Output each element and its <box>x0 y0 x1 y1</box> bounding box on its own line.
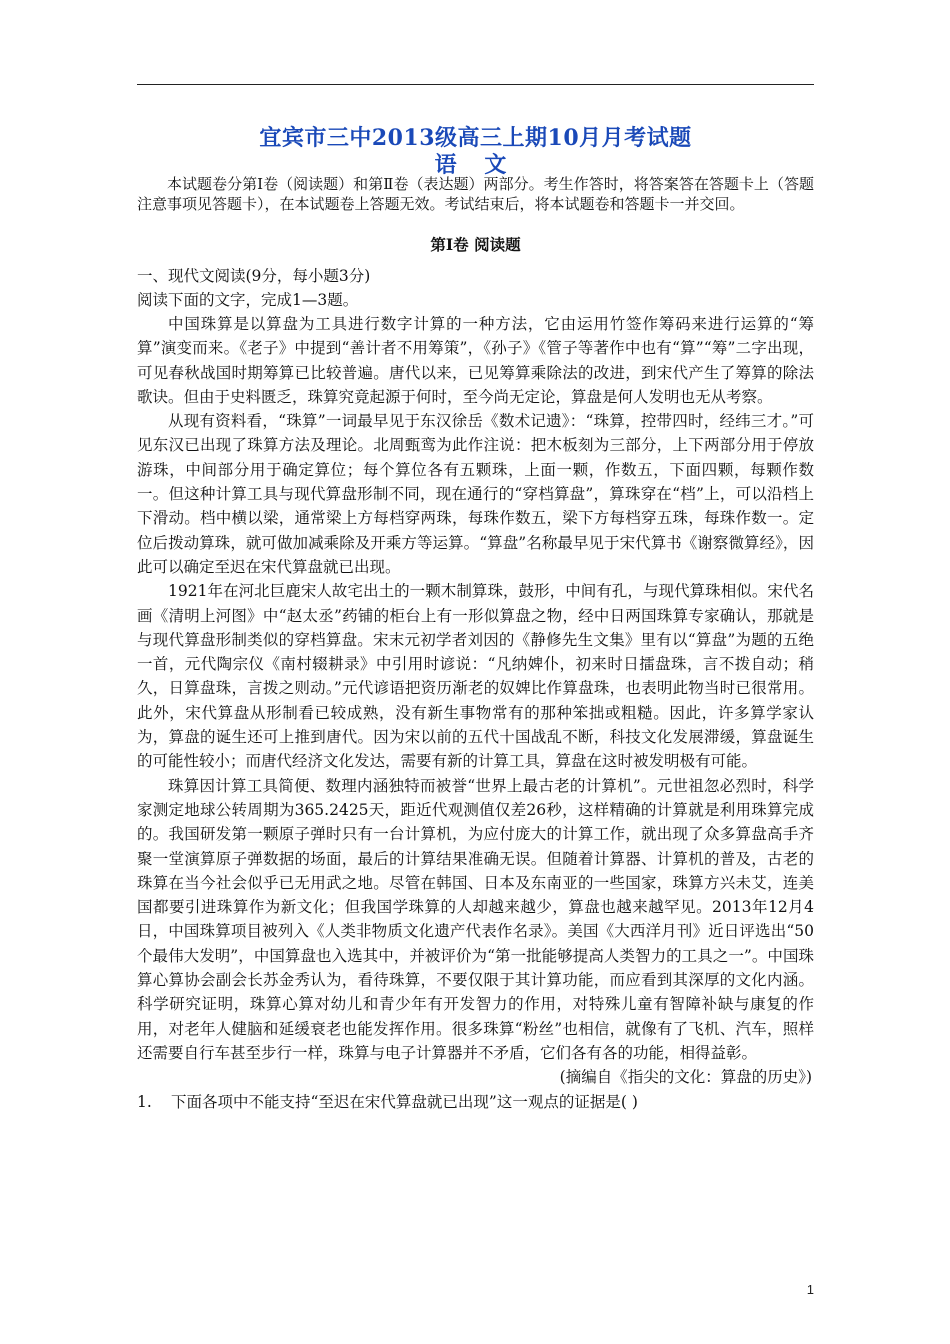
reading-instruction: 阅读下面的文字，完成1—3题。 <box>137 291 359 309</box>
passage-source: (摘编自《指尖的文化：算盘的历史》) <box>559 1068 812 1087</box>
page-number: 1 <box>806 1282 814 1297</box>
part-heading: 第Ⅰ卷 阅读题 <box>430 235 521 254</box>
passage-paragraph-2: 从现有资料看，“珠算”一词最早见于东汉徐岳《数术记遗》：“珠算，控带四时，经纬三才。”可见东汉已出现了珠算方法及理论。北周甄鸾为此作注说：把木板刻为三部分，上下两部分用于停放游珠，中间部分用于确定算位；每个算位各有五颗珠，上面一颗，作数五，下面四颗，每颗作数一。但这种计算工具与现代算盘形制不同，现在通行的“穿档算盘”，算珠穿在“档”上，可以沿档上下滑动。档中横以梁，通常梁上方每档穿两珠，每珠作数五，梁下方每档穿五珠，每珠作数一。定位后拨动算珠，就可做加减乘除及开乘方等运算。“算盘”名称最早见于宋代算书《谢察微算经》，因此可以确定至迟在宋代算盘就已出现。 <box>137 412 814 576</box>
exam-subject: 语 文 <box>434 152 517 178</box>
passage-paragraph-3: 1921年在河北巨鹿宋人故宅出土的一颗木制算珠，鼓形，中间有孔，与现代算珠相似。宋代名画《清明上河图》中“赵太丞”药铺的柜台上有一形似算盘之物，经中日两国珠算专家确认，那就是与现代算盘形制类似的穿档算盘。宋末元初学者刘因的《静修先生文集》里有以“算盘”为题的五绝一首，元代陶宗仪《南村辍耕录》中引用时谚说：“凡纳婢仆，初来时日擂盘珠，言不拨自动；稍久，日算盘珠，言拨之则动。”元代谚语把资历渐老的奴婢比作算盘珠，也表明此物当时已很常用。此外，宋代算盘从形制看已较成熟，没有新生事物常有的那种笨拙或粗糙。因此，许多算学家认为，算盘的诞生还可上推到唐代。因为宋以前的五代十国战乱不断，科技文化发展滞缓，算盘诞生的可能性较小；而唐代经济文化发达，需要有新的计算工具，算盘在这时被发明极有可能。 <box>137 582 814 771</box>
exam-instructions <box>137 174 814 214</box>
page-content <box>137 174 814 1114</box>
question-1 <box>137 1090 814 1114</box>
passage-paragraph-1: 中国珠算是以算盘为工具进行数字计算的一种方法，它由运用竹签作筹码来进行运算的“筹算”演变而来。《老子》中提到“善计者不用筹策”，《孙子》《管子等著作中也有“算”“筹”二字出现，可见春秋战国时期筹算已比较普遍。唐代以来，已见筹算乘除法的改进，到宋代产生了筹算的除法歌诀。但由于史料匮乏，珠算究竟起源于何时，至今尚无定论，算盘是何人发明也无从考察。 <box>137 315 814 406</box>
exam-title: 宜宾市三中2013级高三上期10月月考试题 <box>259 125 692 151</box>
passage-paragraph-4: 珠算因计算工具简便、数理内涵独特而被誉“世界上最古老的计算机”。元世祖忽必烈时，科学家测定地球公转周期为365.2425天，距近代观测值仅差26秒，这样精确的计算就是利用珠算完成的。我国研发第一颗原子弹时只有一台计算机，为应付庞大的计算工作，就出现了众多算盘高手齐聚一堂演算原子弹数据的场面，最后的计算结果准确无误。但随着计算器、计算机的普及，古老的珠算在当今社会似乎已无用武之地。尽管在韩国、日本及东南亚的一些国家，珠算方兴未艾，连美国都要引进珠算作为新文化；但我国学珠算的人却越来越少，算盘也越来越罕见。2013年12月4日，中国珠算项目被列入《人类非物质文化遗产代表作名录》。美国《大西洋月刊》近日评选出“50个最伟大发明”，中国算盘也入选其中，并被评价为“第一批能够提高人类智力的工具之一”。中国珠算心算协会副会长苏金秀认为，看待珠算，不要仅限于其计算功能，而应看到其深厚的文化内涵。科学研究证明，珠算心算对幼儿和青少年有开发智力的作用，对特殊儿童有智障补缺与康复的作用，对老年人健脑和延缓衰老也能发挥作用。很多珠算“粉丝”也相信，就像有了飞机、汽车，照样还需要自行车甚至步行一样，珠算与电子计算器并不矛盾，它们各有各的功能，相得益彰。 <box>137 776 814 1062</box>
instructions-paragraph: 本试题卷分第Ⅰ卷（阅读题）和第Ⅱ卷（表达题）两部分。考生作答时，将答案答在答题卡上（答题注意事项见答题卡），在本试题卷上答题无效。考试结束后，将本试题卷和答题卡一并交回。 <box>137 175 814 213</box>
question-text: 下面各项中不能支持“至迟在宋代算盘就已出现”这一观点的证据是( ) <box>171 1092 638 1111</box>
header-rule <box>137 84 814 85</box>
reading-passage <box>137 312 814 1065</box>
section-heading: 一、现代文阅读(9分，每小题3分) <box>137 267 371 285</box>
question-number: 1. <box>137 1092 152 1111</box>
